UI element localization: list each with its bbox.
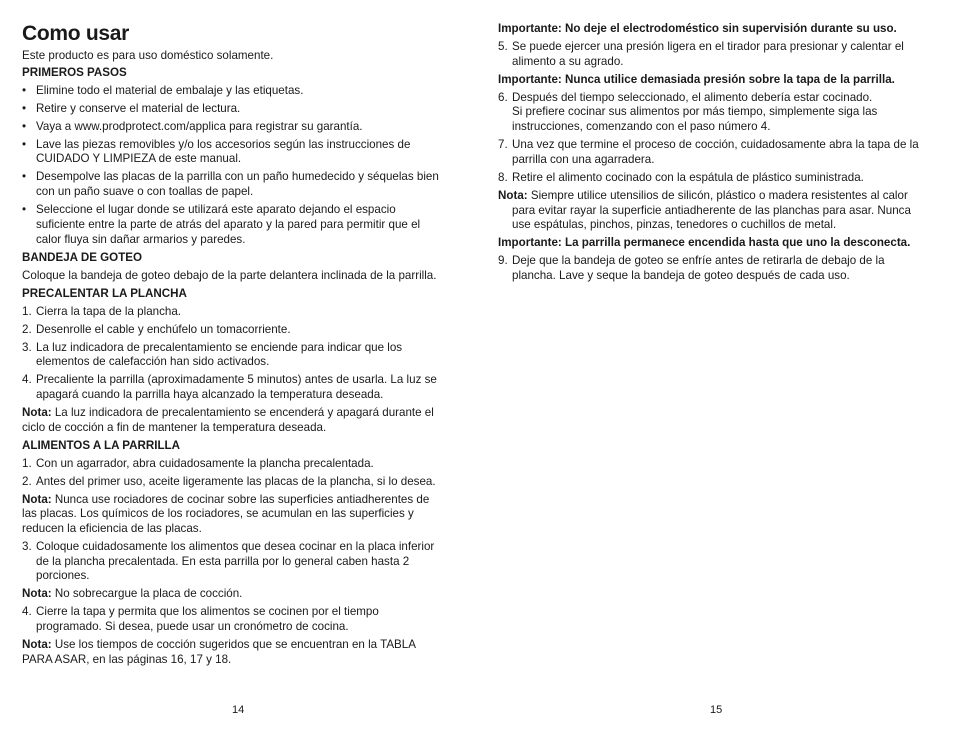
note-label: Nota: xyxy=(22,492,52,506)
note-paragraph: Nota: Nunca use rociadores de cocinar sobre las superficies antiadherentes de las placas. Los químicos de los rociadores, se acumulan en las superficies y reducen la eficiencia de las placas. xyxy=(22,492,430,536)
note-label: Nota: xyxy=(22,587,52,601)
step-number: 4. xyxy=(22,373,32,387)
important-notice: Importante: Nunca utilice demasiada presión sobre la tapa de la parrilla. xyxy=(498,72,895,86)
important-notice: Importante: La parrilla permanece encendida hasta que uno la desconecta. xyxy=(498,236,911,250)
step-number: 3. xyxy=(22,540,32,554)
step-number: 2. xyxy=(22,474,32,488)
left-page xyxy=(22,0,442,668)
list-item: 9. Deje que la bandeja de goteo se enfríe antes de retirarla de debajo de la plancha. Lave y seque la bandeja de goteo después de cada uso. xyxy=(498,254,885,282)
step-number: 2. xyxy=(22,322,32,336)
note-paragraph: Nota: No sobrecargue la placa de cocción. xyxy=(22,587,243,601)
step-number: 9. xyxy=(498,254,508,268)
page-number-right: 15 xyxy=(710,704,723,716)
list-item: 2. Desenrolle el cable y enchúfelo un tomacorriente. xyxy=(22,322,291,336)
step-number: 3. xyxy=(22,340,32,354)
preheat-steps-list xyxy=(22,305,442,403)
step-number: 1. xyxy=(22,304,32,318)
note-label: Nota: xyxy=(22,405,52,419)
section-heading-alimentos: ALIMENTOS A LA PARRILLA xyxy=(22,438,181,452)
page-number-left: 14 xyxy=(232,704,245,716)
step-number: 1. xyxy=(22,456,32,470)
list-item: 4. Cierre la tapa y permita que los alimentos se cocinen por el tiempo programado. Si desea, puede usar un cronómetro de cocina. xyxy=(22,605,379,634)
bullet-icon: • xyxy=(22,203,27,217)
section-heading-primeros-pasos: PRIMEROS PASOS xyxy=(22,65,127,79)
section-text-bandeja: Coloque la bandeja de goteo debajo de la parte delantera inclinada de la parrilla. xyxy=(22,268,437,282)
list-item: 3. La luz indicadora de precalentamiento se enciende para indicar que los elementos de calefacción han sido activados. xyxy=(22,340,403,369)
bullet-icon: • xyxy=(22,119,27,133)
important-notice: Importante: No deje el electrodoméstico sin supervisión durante su uso. xyxy=(498,22,897,35)
page-title: Como usar xyxy=(22,22,129,45)
bullet-icon: • xyxy=(22,170,27,184)
list-item: • Retire y conserve el material de lectura. xyxy=(22,101,241,115)
bullet-icon: • xyxy=(22,137,27,151)
step-number: 8. xyxy=(498,170,508,184)
list-item: 2. Antes del primer uso, aceite ligeramente las placas de la plancha, si lo desea. xyxy=(22,474,436,488)
list-item: 4. Precaliente la parrilla (aproximadamente 5 minutos) antes de usarla. La luz se apagará cuando la parrilla haya alcanzado la temperatura deseada. xyxy=(22,373,437,401)
list-item: 1. Cierra la tapa de la plancha. xyxy=(22,304,182,318)
step-number: 7. xyxy=(498,138,508,152)
list-item: • Desempolve las placas de la parrilla con un paño humedecido y séquelas bien con un paño suave o con toallas de papel. xyxy=(22,170,439,199)
note-label: Nota: xyxy=(498,188,528,202)
list-item: 7. Una vez que termine el proceso de cocción, cuidadosamente abra la tapa de la parrilla con una agarradera. xyxy=(498,138,919,166)
section-heading-bandeja: BANDEJA DE GOTEO xyxy=(22,250,143,264)
bullet-list xyxy=(22,84,442,248)
list-item: • Lave las piezas removibles y/o los accesorios según las instrucciones de CUIDADO Y LIMPIEZA de este manual. xyxy=(22,137,411,166)
note-paragraph: Nota: Siempre utilice utensilios de silicón, plástico o madera resistentes al calor para evitar rayar la superficie antiadherente de las planchas para asar. Nunca use espátulas, pinchos, pinzas, tenedores o cuchillos de metal. xyxy=(498,188,911,232)
step-number: 4. xyxy=(22,605,32,619)
step-number: 6. xyxy=(498,90,508,104)
section-heading-precalentar: PRECALENTAR LA PLANCHA xyxy=(22,286,187,300)
step-number: 5. xyxy=(498,40,508,53)
intro-text: Este producto es para uso doméstico solamente. xyxy=(22,49,274,62)
list-item: 6. Después del tiempo seleccionado, el alimento debería estar cocinado. Si prefiere cocinar sus alimentos por más tiempo, simplemente siga las instrucciones, comenzando con el paso número 4. xyxy=(498,90,878,134)
note-paragraph: Nota: La luz indicadora de precalentamiento se encenderá y apagará durante el ciclo de cocción a fin de mantener la temperatura deseada. xyxy=(22,405,434,434)
note-label: Nota: xyxy=(22,638,52,652)
bullet-icon: • xyxy=(22,83,27,97)
list-item: 5. Se puede ejercer una presión ligera en el tirador para presionar y calentar el alimento a su agrado. xyxy=(498,40,904,68)
note-paragraph: Nota: Use los tiempos de cocción sugeridos que se encuentran en la TABLA PARA ASAR, en las páginas 16, 17 y 18. xyxy=(22,638,416,666)
list-item: 3. Coloque cuidadosamente los alimentos que desea cocinar en la placa inferior de la plancha precalentada. En esta parrilla por lo general caben hasta 2 porciones. xyxy=(22,540,435,583)
list-item: • Vaya a www.prodprotect.com/applica para registrar su garantía. xyxy=(22,119,363,133)
list-item: 8. Retire el alimento cocinado con la espátula de plástico suministrada. xyxy=(498,170,864,184)
right-page xyxy=(498,22,924,284)
bullet-icon: • xyxy=(22,101,27,115)
list-item: 1. Con un agarrador, abra cuidadosamente la plancha precalentada. xyxy=(22,456,374,470)
list-item: • Elimine todo el material de embalaje y las etiquetas. xyxy=(22,83,304,97)
list-item: • Seleccione el lugar donde se utilizará este aparato dejando el espacio suficiente entre la parte de atrás del aparato y la pared para permitir que el calor fluya sin dañar armarios y paredes. xyxy=(22,203,421,246)
